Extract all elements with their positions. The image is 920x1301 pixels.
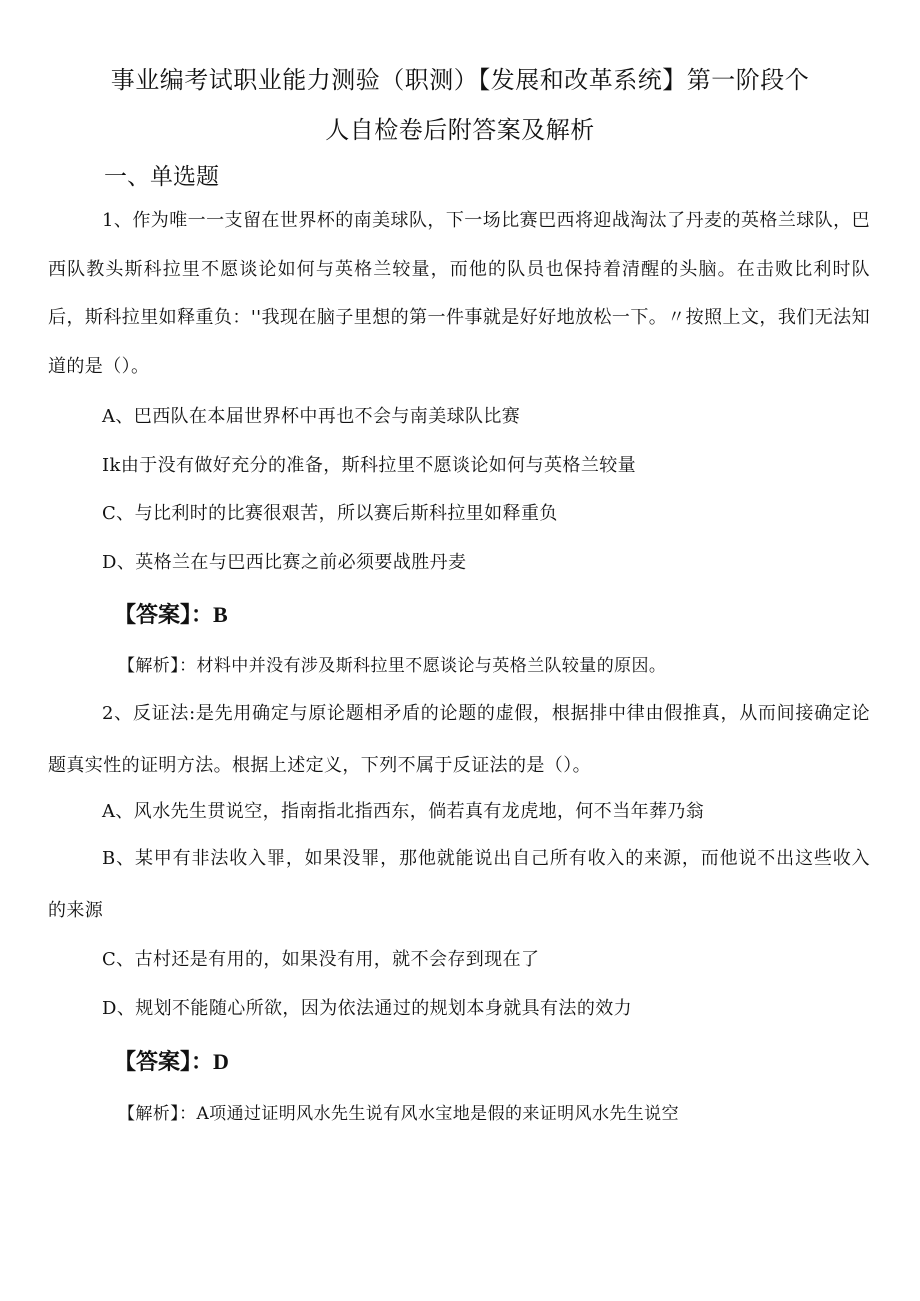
answer-label: 【答案】： <box>114 603 214 628</box>
document-title-line-1: 事业编考试职业能力测验（职测）【发展和改革系统】第一阶段个 <box>110 66 810 94</box>
question-1-option-d: D、英格兰在与巴西比赛之前必须要战胜丹麦 <box>102 552 467 573</box>
question-1-analysis: 【解析】：材料中并没有涉及斯科拉里不愿谈论与英格兰队较量的原因。 <box>118 656 667 676</box>
document-title-line-2: 人自检卷后附答案及解析 <box>325 116 595 144</box>
answer-value: B <box>213 602 228 627</box>
question-1-option-c: C、与比利时的比赛很艰苦，所以赛后斯科拉里如释重负 <box>102 503 558 524</box>
question-2-answer <box>114 1045 229 1076</box>
question-2-option-a: A、风水先生贯说空，指南指北指西东，倘若真有龙虎地，何不当年葬乃翁 <box>102 801 705 822</box>
question-2-option-d: D、规划不能随心所欲，因为依法通过的规划本身就具有法的效力 <box>102 998 633 1019</box>
question-2-option-b: B、某甲有非法收入罪，如果没罪，那他就能说出自己所有收入的来源，而他说不出这些收入的来源 <box>48 848 870 921</box>
question-1-option-a: A、巴西队在本届世界杯中再也不会与南美球队比赛 <box>102 406 521 427</box>
question-1-option-b: Ik由于没有做好充分的准备，斯科拉里不愿谈论如何与英格兰较量 <box>102 455 637 476</box>
question-2-stem: 2、反证法:是先用确定与原论题相矛盾的论题的虚假，根据排中律由假推真，从而间接确定论题真实性的证明方法。根据上述定义，下列不属于反证法的是（）。 <box>48 703 870 776</box>
question-2-analysis: 【解析】：A项通过证明风水先生说有风水宝地是假的来证明风水先生说空 <box>118 1104 679 1124</box>
answer-value: D <box>213 1049 229 1074</box>
section-heading: 一、单选题 <box>104 164 219 190</box>
answer-label: 【答案】： <box>114 1050 214 1075</box>
question-1-stem: 1、作为唯一一支留在世界杯的南美球队，下一场比赛巴西将迎战淘汰了丹麦的英格兰球队，巴西队教头斯科拉里不愿谈论如何与英格兰较量，而他的队员也保持着清醒的头脑。在击败比利时队后，斯科拉里如释重负：''我现在脑子里想的第一件事就是好好地放松一下。〃按照上文，我们无法知道的是（）。 <box>48 210 870 377</box>
question-1-answer <box>114 598 228 629</box>
question-2-option-c: C、古村还是有用的，如果没有用，就不会存到现在了 <box>102 949 540 970</box>
